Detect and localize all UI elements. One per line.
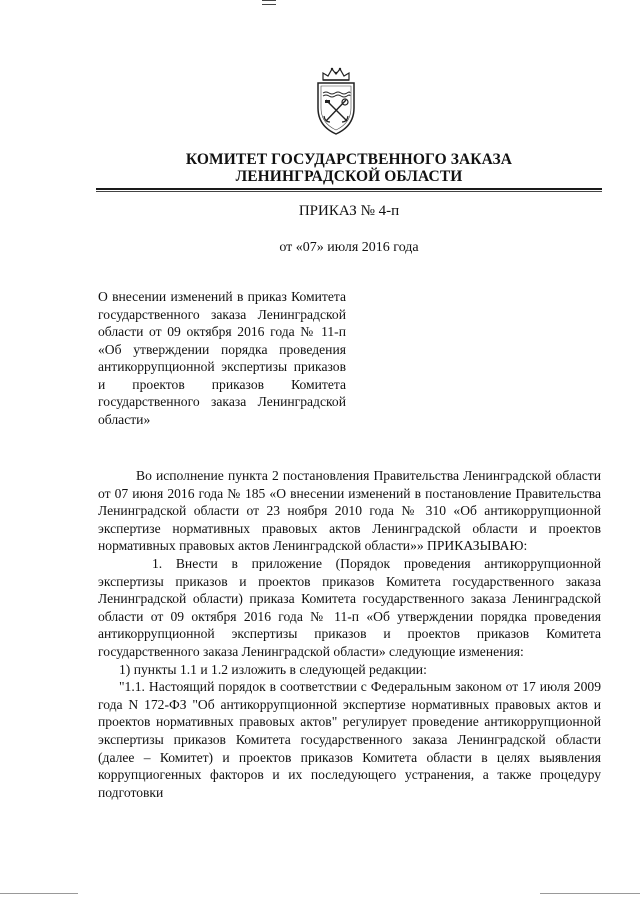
- body-preamble: Во исполнение пункта 2 постановления Правительства Ленинградской области от 07 июня 2016 года № 185 «О внесении изменений в постановление Правительства Ленинградской области от 23 ноября 2010 года № 310 «Об антикоррупционной экспертизе нормативных правовых актов Ленинградской области и проектов нормативных правовых актов Ленинградской области»» ПРИКАЗЫВАЮ:: [98, 468, 601, 554]
- order-subject: О внесении изменений в приказ Комитета государственного заказа Ленинградской области от 09 октября 2016 года № 11-п «Об утверждении порядка проведения антикоррупционной экспертизы приказов и проектов приказов Комитета государственного заказа Ленинградской области»: [98, 289, 346, 427]
- footer-scan-line: [540, 893, 640, 894]
- coat-of-arms-icon: [314, 66, 358, 136]
- body-subitem-1: 1) пункты 1.1 и 1.2 изложить в следующей редакции:: [119, 661, 427, 677]
- order-number: ПРИКАЗ № 4-п: [298, 203, 400, 219]
- order-date: от «07» июля 2016 года: [279, 240, 419, 255]
- org-title-line1: КОМИТЕТ ГОСУДАРСТВЕННОГО ЗАКАЗА: [185, 151, 513, 168]
- order-body: [98, 467, 601, 801]
- page-top-mark: [262, 0, 276, 5]
- header-divider-thin: [96, 191, 602, 192]
- org-title-line2: ЛЕНИНГРАДСКОЙ ОБЛАСТИ: [235, 168, 463, 185]
- body-item-1: 1. Внести в приложение (Порядок проведения антикоррупционной экспертизы приказов и проектов приказов Комитета государственного заказа Ленинградской области) приказа Комитета государственного заказа Ленинградской области от 09 октября 2016 года № 11-п «Об утверждении порядка проведения антикоррупционной экспертизы приказов и проектов приказов Комитета государственного заказа Ленинградской области» следующие изменения:: [98, 555, 601, 659]
- body-quote: "1.1. Настоящий порядок в соответствии с Федеральным законом от 17 июля 2009 года N 172-ФЗ "Об антикоррупционной экспертизе нормативных правовых актов и проектов нормативных правовых актов" регулирует проведение антикоррупционной экспертизы приказов Комитета государственного заказа Ленинградской области (далее – Комитет) и проектов приказов Комитета области в целях выявления коррупциогенных факторов и их последующего устранения, а также процедуру подготовки: [98, 679, 601, 800]
- header-divider: [96, 188, 602, 190]
- footer-scan-line: [0, 893, 78, 894]
